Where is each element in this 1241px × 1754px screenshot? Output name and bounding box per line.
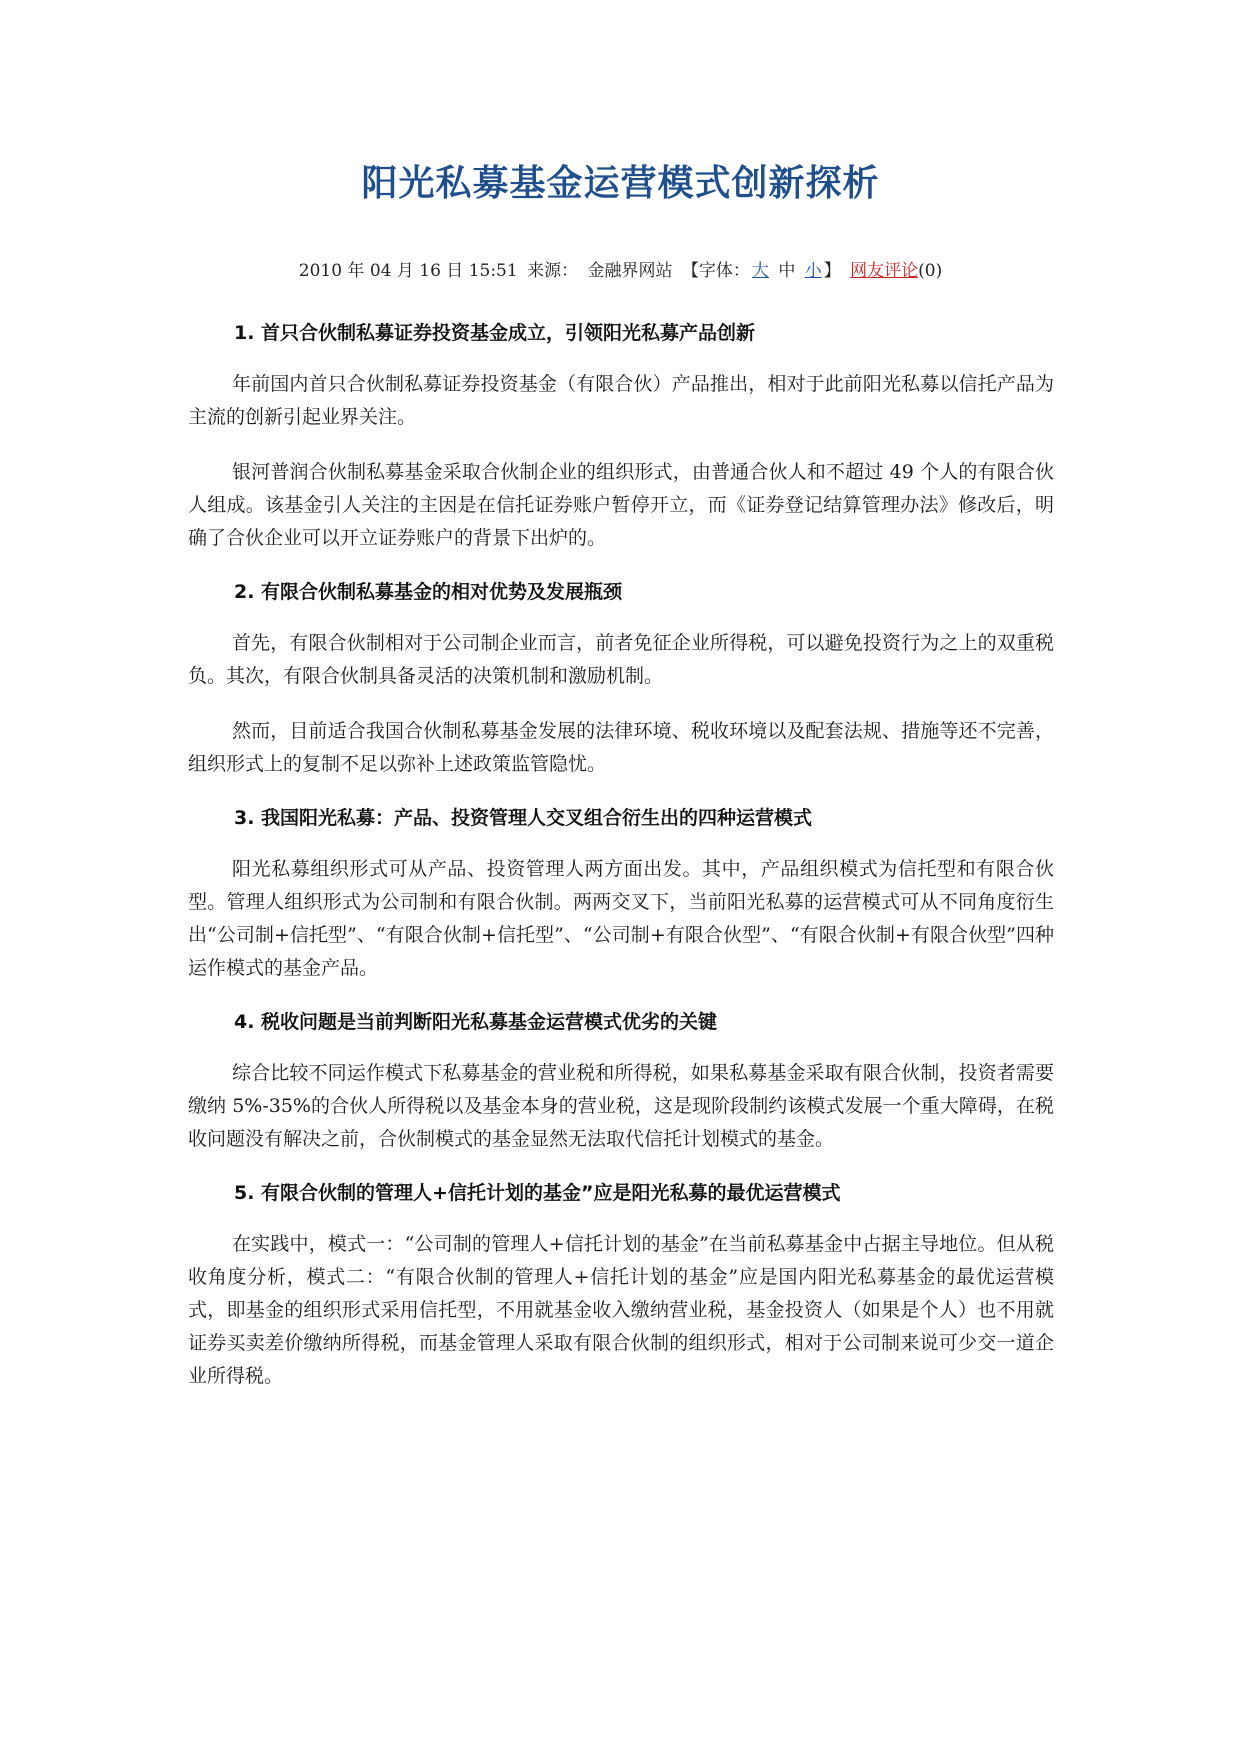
- article-meta: [0, 256, 1241, 281]
- font-size-open: 【字体：: [681, 261, 750, 281]
- section-3: [188, 803, 1054, 985]
- section-heading: 3. 我国阳光私募：产品、投资管理人交叉组合衍生出的四种运营模式: [234, 807, 813, 829]
- paragraph: 首先，有限合伙制相对于公司制企业而言，前者免征企业所得税，可以避免投资行为之上的双重税负。其次，有限合伙制具备灵活的决策机制和激励机制。: [188, 632, 1054, 687]
- section-heading: 1. 首只合伙制私募证券投资基金成立，引领阳光私募产品创新: [234, 322, 756, 344]
- section-heading: 4. 税收问题是当前判断阳光私募基金运营模式优劣的关键: [234, 1011, 718, 1033]
- font-size-small-link[interactable]: 小: [804, 261, 822, 281]
- font-size-medium[interactable]: 中: [778, 261, 796, 281]
- publish-date: 2010 年 04 月 16 日 15:51: [298, 261, 518, 281]
- article-title: 阳光私募基金运营模式创新探析: [361, 163, 880, 204]
- paragraph: 然而，目前适合我国合伙制私募基金发展的法律环境、税收环境以及配套法规、措施等还不完善，组织形式上的复制不足以弥补上述政策监管隐忧。: [188, 720, 1054, 775]
- section-heading: 5. 有限合伙制的管理人+信托计划的基金”应是阳光私募的最优运营模式: [234, 1182, 841, 1204]
- section-heading: 2. 有限合伙制私募基金的相对优势及发展瓶颈: [234, 581, 623, 603]
- font-size-close: 】: [823, 261, 841, 281]
- font-size-large-link[interactable]: 大: [751, 261, 769, 281]
- section-4: [188, 1007, 1054, 1156]
- paragraph: 年前国内首只合伙制私募证券投资基金（有限合伙）产品推出，相对于此前阳光私募以信托产品为主流的创新引起业界关注。: [188, 373, 1054, 428]
- source-label: 来源：: [527, 261, 579, 281]
- paragraph: 综合比较不同运作模式下私募基金的营业税和所得税，如果私募基金采取有限合伙制，投资者需要缴纳 5%-35%的合伙人所得税以及基金本身的营业税，这是现阶段制约该模式发展一个重大障碍，在税收问题没有解决之前，合伙制模式的基金显然无法取代信托计划模式的基金。: [188, 1062, 1054, 1150]
- source-name: 金融界网站: [587, 261, 673, 281]
- comments-link[interactable]: 网友评论: [850, 261, 919, 281]
- paragraph: 银河普润合伙制私募基金采取合伙制企业的组织形式，由普通合伙人和不超过 49 个人的有限合伙人组成。该基金引人关注的主因是在信托证券账户暂停开立，而《证券登记结算管理办法》修改后，明确了合伙企业可以开立证券账户的背景下出炉的。: [188, 461, 1054, 549]
- section-2: [188, 577, 1054, 781]
- paragraph: 阳光私募组织形式可从产品、投资管理人两方面出发。其中，产品组织模式为信托型和有限合伙型。管理人组织形式为公司制和有限合伙制。两两交叉下，当前阳光私募的运营模式可从不同角度衍生出“公司制+信托型”、“有限合伙制+信托型”、“公司制+有限合伙型”、“有限合伙制+有限合伙型”四种运作模式的基金产品。: [188, 858, 1054, 979]
- comments-count: (0): [918, 261, 943, 281]
- paragraph: 在实践中，模式一：“公司制的管理人+信托计划的基金”在当前私募基金中占据主导地位。但从税收角度分析，模式二：“有限合伙制的管理人+信托计划的基金”应是国内阳光私募基金的最优运营模式，即基金的组织形式采用信托型，不用就基金收入缴纳营业税，基金投资人（如果是个人）也不用就证券买卖差价缴纳所得税，而基金管理人采取有限合伙制的组织形式，相对于公司制来说可少交一道企业所得税。: [188, 1233, 1054, 1387]
- article-body: [188, 318, 1054, 1415]
- section-1: [188, 318, 1054, 555]
- section-5: [188, 1178, 1054, 1393]
